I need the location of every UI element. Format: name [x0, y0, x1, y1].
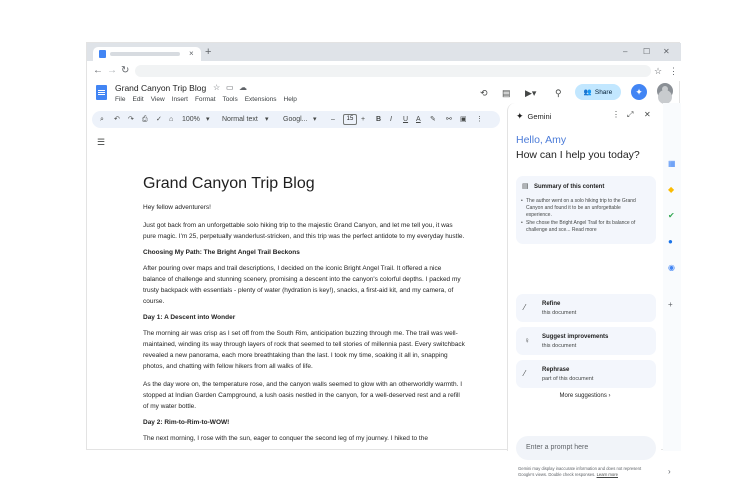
- history-icon[interactable]: ⟲: [480, 88, 488, 98]
- summary-card[interactable]: [516, 176, 656, 244]
- link-icon[interactable]: ⚯: [446, 116, 452, 123]
- insert-image-icon[interactable]: ▣: [460, 116, 467, 123]
- browser-tab[interactable]: [93, 47, 201, 61]
- summary-bullet: [526, 220, 648, 234]
- document-title[interactable]: Grand Canyon Trip Blog: [115, 83, 207, 93]
- gemini-title: Gemini: [527, 112, 552, 121]
- italic-button[interactable]: I: [390, 116, 392, 123]
- browser-window: [86, 42, 680, 477]
- underline-button[interactable]: U: [403, 116, 409, 123]
- paragraph-style-select[interactable]: Normal text: [222, 116, 258, 123]
- action-rephrase[interactable]: [516, 360, 656, 388]
- document-body[interactable]: [143, 175, 465, 451]
- docs-logo-icon[interactable]: [96, 85, 107, 100]
- lightbulb-icon: ♀: [524, 336, 530, 345]
- action-title: Rephrase: [542, 367, 570, 373]
- calendar-icon[interactable]: ▦: [668, 159, 676, 168]
- print-icon[interactable]: ⎙: [142, 116, 148, 123]
- more-suggestions-label: More suggestions: [559, 393, 607, 399]
- edit-mode-icon[interactable]: ⚲: [555, 88, 562, 98]
- action-subtitle: this document: [542, 343, 577, 349]
- refine-icon: ⁄: [524, 303, 526, 312]
- help-prompt: How can I help you today?: [516, 149, 640, 161]
- action-title: Suggest improvements: [542, 334, 609, 340]
- gemini-spark-icon: ✦: [516, 111, 524, 121]
- more-options-icon[interactable]: ⋮: [476, 116, 483, 123]
- paragraph: Just got back from an unforgettable solo hiking trip to the majestic Grand Canyon, and let me tell you, it was pure magic. I'm 25, perpetually wanderlust-stricken, and this trip was the perfect antidote to my everyday hustle.: [143, 222, 465, 240]
- zoom-select[interactable]: 100%: [182, 116, 200, 123]
- browser-navbar: [87, 61, 681, 81]
- undo-icon[interactable]: ↶: [114, 116, 120, 123]
- paint-format-icon[interactable]: ⌂: [169, 116, 174, 123]
- share-icon: 👥: [583, 89, 592, 96]
- greeting: Hello, Amy: [516, 134, 567, 146]
- minimize-button[interactable]: –: [623, 47, 628, 56]
- outline-icon[interactable]: ☰: [97, 137, 106, 147]
- chevron-down-icon: ▾: [313, 116, 317, 123]
- gemini-header: [516, 111, 551, 122]
- disclaimer: [518, 466, 656, 478]
- side-panel-rail: [663, 103, 681, 476]
- rephrase-icon: ⁄: [524, 369, 526, 378]
- menu-format[interactable]: Format: [194, 96, 216, 103]
- action-refine[interactable]: [516, 294, 656, 322]
- back-button[interactable]: ←: [93, 65, 103, 76]
- section-heading: Choosing My Path: The Bright Angel Trail Beckons: [143, 249, 300, 256]
- menu-tools[interactable]: Tools: [222, 96, 238, 103]
- docs-favicon-icon: [99, 50, 106, 58]
- document-heading: Grand Canyon Trip Blog: [143, 175, 315, 192]
- chevron-right-icon: ›: [608, 393, 611, 399]
- gemini-spark-icon: ✦: [635, 86, 643, 97]
- move-folder-icon[interactable]: ▭: [226, 83, 234, 92]
- action-title: Refine: [542, 301, 561, 307]
- menu-bar: [115, 96, 297, 103]
- avatar[interactable]: [657, 83, 673, 99]
- reload-button[interactable]: ↻: [121, 65, 130, 76]
- menu-insert[interactable]: Insert: [171, 96, 188, 103]
- tab-title-placeholder: [110, 52, 180, 56]
- learn-more-link[interactable]: Learn more: [596, 472, 618, 477]
- prompt-input[interactable]: Enter a prompt here: [516, 436, 656, 460]
- paragraph: The morning air was crisp as I set off from the South Rim, anticipation buzzing through me. The trail was well-maintained, winding its way through layers of rock that seemed to tell stories of millennia past. Every switchback revealed a new panorama, each more breathtaking than the last. I took my time, soaking it all in, snapping photos, and chatting with fellow hikers from all walks of life.: [143, 330, 465, 370]
- text-color-button[interactable]: A: [416, 116, 421, 123]
- summary-bullet: • The author went on a solo hiking trip to the Grand Canyon and found it to be an unforgettable experience.: [526, 198, 648, 219]
- more-suggestions-button[interactable]: [508, 393, 662, 399]
- bold-button[interactable]: B: [376, 116, 382, 123]
- gemini-toggle-button[interactable]: [631, 84, 647, 100]
- forward-button[interactable]: →: [107, 65, 117, 76]
- add-addon-icon[interactable]: +: [668, 300, 673, 309]
- menu-view[interactable]: View: [150, 96, 165, 103]
- contacts-icon[interactable]: ●: [668, 237, 673, 246]
- paragraph: As the day wore on, the temperature rose, and the canyon walls seemed to glow with an otherworldly warmth. I stopped at Indian Garden Campground, a lush oasis nestled in the canyon, for a well-deserved rest and a refill of my water bottle.: [143, 381, 463, 410]
- search-menus-icon[interactable]: ⌕: [100, 116, 104, 123]
- tab-close-icon[interactable]: ×: [189, 49, 194, 58]
- action-suggest-improvements[interactable]: [516, 327, 656, 355]
- formatting-toolbar: [92, 111, 500, 128]
- comment-icon[interactable]: ▤: [502, 88, 511, 98]
- spellcheck-icon[interactable]: ✓: [156, 116, 162, 123]
- collapse-panel-icon[interactable]: ›: [668, 467, 671, 476]
- maximize-button[interactable]: ☐: [643, 47, 651, 56]
- keep-icon[interactable]: ◆: [668, 185, 675, 194]
- close-window-button[interactable]: ✕: [663, 47, 670, 56]
- menu-edit[interactable]: Edit: [132, 96, 144, 103]
- decrease-font-size-button[interactable]: –: [331, 116, 335, 123]
- gemini-panel: [507, 103, 661, 477]
- tab-strip: [87, 43, 681, 61]
- paragraph: After pouring over maps and trail descriptions, I decided on the iconic Bright Angel Trail. It offered a nice balance of challenge and stunning scenery, promising a descent into the canyon's colorful depths. I packed my trusty backpack with essentials - plenty of water (hydration is key!), snacks, a first-aid kit, and my camera, of course.: [143, 265, 461, 305]
- read-more-link[interactable]: Read more: [571, 227, 597, 233]
- font-select[interactable]: Googl...: [283, 116, 308, 123]
- tasks-icon[interactable]: ✔: [668, 211, 675, 220]
- highlight-icon[interactable]: ✎: [430, 116, 436, 123]
- disclaimer-text: Gemini may display inaccurate information and does not represent Google's views. Double check responses.: [518, 466, 642, 477]
- share-button[interactable]: [575, 84, 621, 100]
- chevron-down-icon: ▾: [265, 116, 269, 123]
- paragraph: The next morning, I rose with the sun, eager to conquer the second leg of my journey. I hiked to the: [143, 435, 428, 442]
- new-tab-button[interactable]: +: [205, 46, 212, 58]
- browser-menu-icon[interactable]: ⋮: [669, 66, 678, 76]
- close-icon[interactable]: ✕: [644, 110, 651, 119]
- redo-icon[interactable]: ↷: [128, 116, 134, 123]
- font-size-input[interactable]: 15: [343, 114, 357, 125]
- maps-icon[interactable]: ◉: [668, 263, 675, 272]
- action-subtitle: this document: [542, 310, 577, 316]
- menu-extensions[interactable]: Extensions: [244, 96, 277, 103]
- menu-help[interactable]: Help: [283, 96, 297, 103]
- section-heading: Day 1: A Descent into Wonder: [143, 314, 236, 321]
- cloud-status-icon[interactable]: ☁: [239, 83, 247, 92]
- video-call-icon[interactable]: ▶▾: [525, 88, 537, 98]
- summary-title: Summary of this content: [534, 184, 605, 190]
- increase-font-size-button[interactable]: +: [361, 116, 366, 123]
- chevron-down-icon: ▾: [206, 116, 210, 123]
- bookmark-star-icon[interactable]: ☆: [654, 66, 663, 76]
- address-bar[interactable]: [135, 65, 651, 77]
- share-label: Share: [594, 88, 613, 96]
- panel-menu-icon[interactable]: ⋮: [612, 110, 620, 119]
- menu-file[interactable]: File: [115, 96, 126, 103]
- paragraph: Hey fellow adventurers!: [143, 204, 211, 211]
- section-heading: Day 2: Rim-to-Rim-to-WOW!: [143, 419, 230, 426]
- summary-icon: ▤: [522, 183, 529, 190]
- summary-bullet-text: She chose the Bright Angel Trail for its balance of challenge and sce...: [526, 220, 636, 233]
- star-icon[interactable]: ☆: [213, 83, 221, 92]
- expand-icon[interactable]: ⤢: [627, 110, 634, 119]
- action-subtitle: part of this document: [542, 376, 594, 382]
